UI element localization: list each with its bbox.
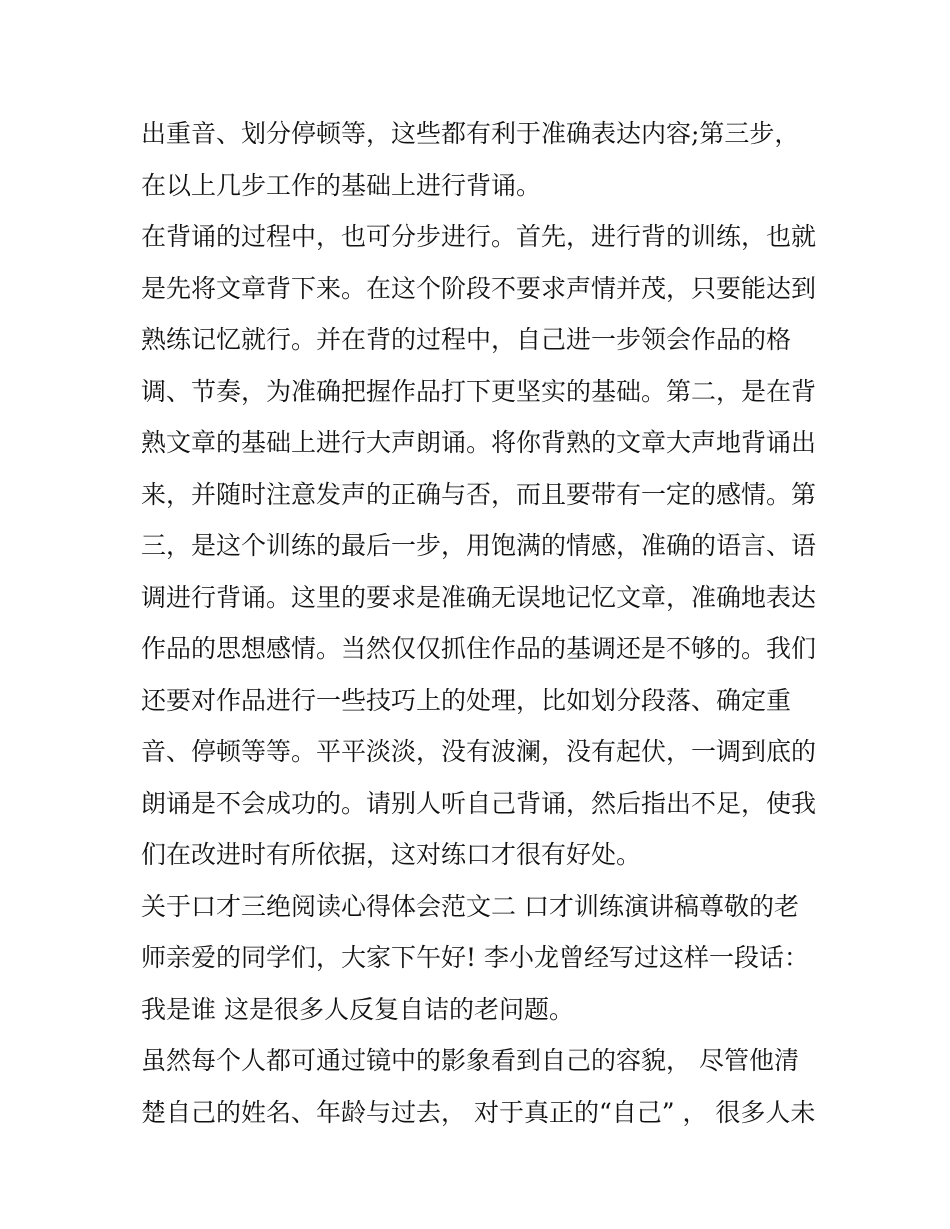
text-line: 三，是这个训练的最后一步，用饱满的情感，准确的语言、语	[141, 531, 817, 560]
text-line: 师亲爱的同学们，大家下午好! 李小龙曾经写过这样一段话：	[141, 943, 809, 972]
text-line: 在背诵的过程中，也可分步进行。首先，进行背的训练，也就	[141, 222, 817, 251]
text-line: 还要对作品进行一些技巧上的处理，比如划分段落、确定重	[141, 685, 792, 715]
text-line: 调、节奏，为准确把握作品打下更坚实的基础。第二，是在背	[141, 376, 817, 406]
text-line: 熟文章的基础上进行大声朗诵。将你背熟的文章大声地背诵出	[141, 428, 817, 457]
text-line: 来，并随时注意发声的正确与否，而且要带有一定的感情。第	[141, 479, 817, 509]
text-line: 虽然每个人都可通过镜中的影象看到自己的容貌， 尽管他清	[141, 1046, 799, 1075]
text-line: 关于口才三绝阅读心得体会范文二 口才训练演讲稿尊敬的老	[141, 891, 799, 921]
text-line: 出重音、划分停顿等，这些都有利于准确表达内容;第三步，	[141, 119, 800, 148]
text-line: 是先将文章背下来。在这个阶段不要求声情并茂，只要能达到	[141, 273, 817, 303]
body-text	[141, 108, 831, 1138]
text-line: 熟练记忆就行。并在背的过程中，自己进一步领会作品的格	[141, 325, 792, 354]
text-line: 我是谁 这是很多人反复自诘的老问题。	[141, 994, 574, 1024]
text-line: 作品的思想感情。当然仅仅抓住作品的基调还是不够的。我们	[141, 634, 817, 663]
text-line: 们在改进时有所依据，这对练口才很有好处。	[141, 840, 642, 869]
text-line: 楚自己的姓名、年龄与过去， 对于真正的“自己” ， 很多人未	[141, 1097, 816, 1127]
text-line: 音、停顿等等。平平淡淡，没有波澜，没有起伏，一调到底的	[141, 737, 817, 766]
text-line: 朗诵是不会成功的。请别人听自己背诵，然后指出不足，使我	[141, 788, 817, 818]
text-line: 调进行背诵。这里的要求是准确无误地记忆文章，准确地表达	[141, 582, 817, 612]
text-line: 在以上几步工作的基础上进行背诵。	[141, 170, 542, 200]
